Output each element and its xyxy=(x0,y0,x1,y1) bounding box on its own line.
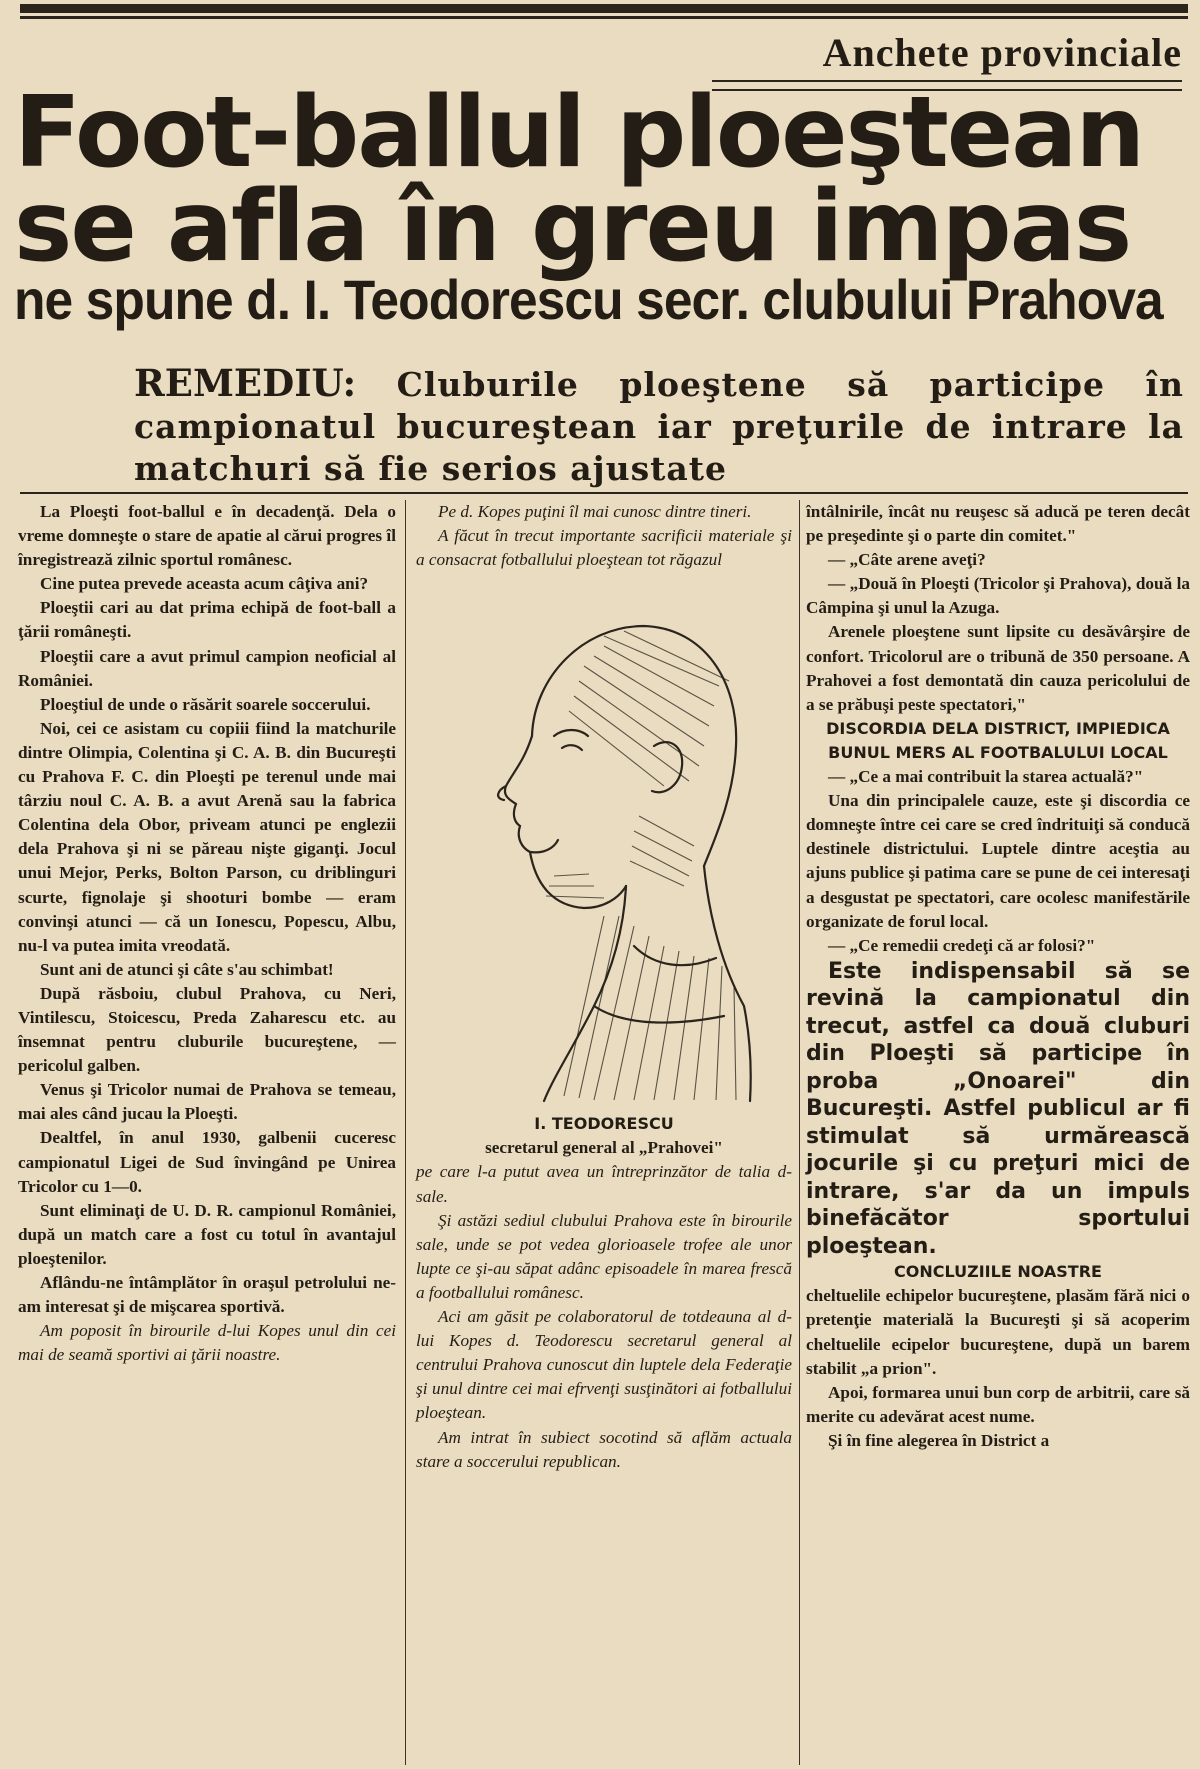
paragraph-italic: Aci am găsit pe colaboratorul de totdeauna al d-lui Kopes d. Teodorescu secretarul general al centrului Prahova cunoscut din luptele dela Federaţie şi unul dintre cei mai efrvenţi susţinători ai fotballului ploeştean. xyxy=(416,1307,792,1423)
paragraph-italic: Am intrat în subiect socotind să aflăm actuala stare a soccerului republican. xyxy=(416,1427,792,1471)
top-rule-thin xyxy=(20,16,1188,19)
headline-line-2: se afla în greu impas xyxy=(14,170,1131,284)
paragraph: cheltuelile echipelor bucureştene, plasăm fără nici o pretenţie materială la Bucureşti şi să acoperim cheltuelile ecipelor bucureştene, după un barem stabilit „a prion". xyxy=(806,1286,1190,1378)
header-divider xyxy=(20,492,1188,494)
paragraph: Sunt ani de atunci şi câte s'au schimbat! xyxy=(40,959,334,979)
paragraph: Cine putea prevede aceasta acum câţiva ani? xyxy=(40,574,369,594)
column-1 xyxy=(18,500,396,1367)
remedy-label: REMEDIU: xyxy=(134,361,357,405)
headline xyxy=(14,76,1184,284)
column-divider-1 xyxy=(405,500,406,1765)
paragraph-italic: Am poposit în birourile d-lui Kopes unul din cei mai de seamă sportivi ai ţării noastre. xyxy=(18,1321,396,1365)
paragraph: Una din principalele cauze, este şi discordia ce domneşte între cei care se cred îndrituiţi să conducă destinele districtului. Luptele dintre aceştia au ajuns publice şi patima care se pune de cei interesaţi a desgustat pe spectatori, care ocolesc manifestările organizate de forul local. xyxy=(806,791,1190,931)
paragraph: Ploeştii care a avut primul campion neoficial al României. xyxy=(18,646,396,690)
paragraph: Aflându-ne întâmplător în oraşul petrolului ne-am interesat şi de mişcarea sportivă. xyxy=(18,1273,396,1317)
subheadline: ne spune d. I. Teodorescu secr. clubului Prahova xyxy=(14,268,1163,331)
column-3 xyxy=(806,500,1190,1453)
paragraph: — „Două în Ploeşti (Tricolor şi Prahova), două la Câmpina şi unul la Azuga. xyxy=(806,574,1190,618)
paragraph: Ploeştii cari au dat prima echipă de foot-ball a ţării româneşti. xyxy=(18,598,396,642)
paragraph: — „Ce remedii credeţi că ar folosi?" xyxy=(828,935,1096,955)
paragraph: Arenele ploeştene sunt lipsite cu desăvârşire de confort. Tricolorul are o tribună de 350 persoane. A Prahovei a fost demontată din cauza pericolului de a se prăbuşi peste spectatori," xyxy=(806,622,1190,714)
paragraph: La Ploeşti foot-ballul e în decadenţă. Dela o vreme domneşte o stare de apatie al cărui progres îl înregistrează zilnic sportul românesc. xyxy=(18,502,396,570)
headline-line-1: Foot-ballul ploeştean xyxy=(14,76,1144,190)
paragraph: După răsboiu, clubul Prahova, cu Neri, Vintilescu, Stoicescu, Preda Zaharescu etc. au însemnat pentru cluburile bucureştene, — pericolul galben. xyxy=(18,983,396,1076)
section-title: Anchete provinciale xyxy=(822,30,1182,75)
paragraph: Apoi, formarea unui bun corp de arbitrii, care să merite cu adevărat acest nume. xyxy=(806,1382,1190,1426)
remedy-text: Cluburile ploeştene să participe în campionatul bucureştean iar preţurile de intrare la matchuri să fie serios ajustate xyxy=(134,365,1184,488)
paragraph: Dealtfel, în anul 1930, galbenii cuceresc campionatul Ligei de Sud învingând pe Unirea Tricolor cu 1—0. xyxy=(18,1128,396,1196)
top-rule xyxy=(20,4,1188,13)
paragraph: Ploeştiul de unde o răsărit soarele soccerului. xyxy=(40,694,371,714)
column-2 xyxy=(416,500,792,1474)
paragraph: Şi în fine alegerea în District a xyxy=(828,1430,1050,1450)
paragraph: — „Ce a mai contribuit la starea actuală?" xyxy=(828,767,1144,787)
column-subheading: DISCORDIA DELA DISTRICT, IMPIEDICA BUNUL MERS AL FOOTBALULUI LOCAL xyxy=(826,718,1170,762)
remedy-deck xyxy=(134,362,1184,490)
paragraph: Sunt eliminaţi de U. D. R. campionul României, după un match care a fost cu totul în avantajul ploeştenilor. xyxy=(18,1200,396,1268)
portrait-illustration xyxy=(454,586,754,1106)
paragraph: — „Câte arene aveţi? xyxy=(828,550,986,570)
paragraph: întâlnirile, încât nu reuşesc să aducă pe teren decât pe preşedinte şi o parte din comitet." xyxy=(806,502,1190,546)
column-divider-2 xyxy=(799,500,800,1765)
paragraph: Venus şi Tricolor numai de Prahova se temeau, mai ales când jucau la Ploeşti. xyxy=(18,1080,396,1124)
paragraph-italic: Pe d. Kopes puţini îl mai cunosc dintre tineri. xyxy=(438,502,752,521)
portrait-caption-name: I. TEODORESCU xyxy=(534,1114,674,1134)
emphasis-paragraph: Este indispensabil să se revină la campionatul din trecut, astfel ca două cluburi din Ploeşti să participe în proba „Onoarei" din Bucureşti. Astfel publicul ar fi stimulat să urmărească jocurile şi cu preţuri mici de intrare, s'ar da un impuls binefăcător sportului ploeştean. xyxy=(806,958,1190,1259)
paragraph: Noi, cei ce asistam cu copiii fiind la matchurile dintre Olimpia, Colentina şi C. A. B. din Bucureşti cu Prahova F. C. din Ploeşti pe terenul unde mai târziu noul C. A. B. a avut Arenă sau la fabrica Colentina dela Obor, priveam atunci pe englezii dela Prahova şi ni se păreau nişte giganţi. Jocul unui Mejor, Perks, Bolton Parson, cu driblinguri scurte, fignolaje şi shooturi bombe — eram convinşi atunci — că un Ionescu, Popescu, Albu, nu-l va putea imita vreodată. xyxy=(18,718,396,955)
paragraph-italic: pe care l-a putut avea un întreprinzător de talia d-sale. xyxy=(416,1162,792,1206)
portrait-caption-title: secretarul general al „Prahovei" xyxy=(485,1138,723,1158)
conclusions-heading: CONCLUZIILE NOASTRE xyxy=(894,1262,1102,1282)
paragraph-italic: Şi astăzi sediul clubului Prahova este în birourile sale, unde se pot vedea glorioasele trofee ale unor lupte ce şi-au săpat adânc episoadele în marea frescă a footballului românesc. xyxy=(416,1210,792,1302)
paragraph-italic: A făcut în trecut importante sacrificii materiale şi a consacrat fotballului ploeştean tot răgazul xyxy=(416,526,792,570)
